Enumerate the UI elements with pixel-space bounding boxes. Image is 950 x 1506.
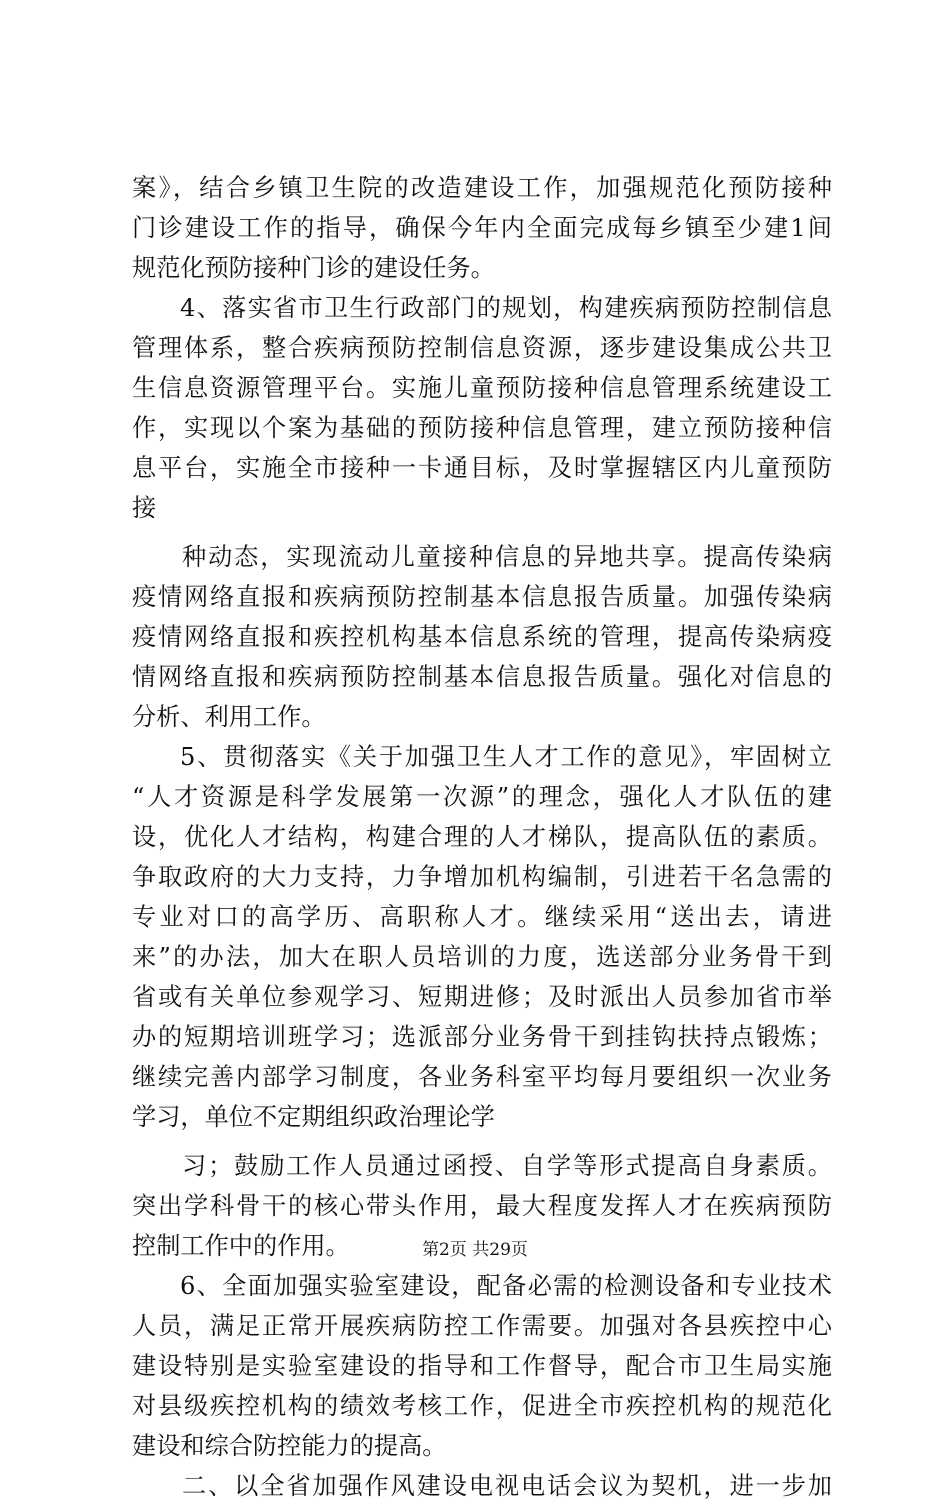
text-line: 案》，结合乡镇卫生院的改造建设工作，加强规范化预防接种 xyxy=(132,174,832,202)
text-line: 门诊建设工作的指导，确保今年内全面完成每乡镇至少建1间 xyxy=(132,214,832,242)
text-line: 建设和综合防控能力的提高。 xyxy=(132,1432,447,1460)
text-line: 专业对口的高学历、高职称人才。继续采用“送出去，请进 xyxy=(132,903,832,931)
text-line: 来”的办法，加大在职人员培训的力度，选送部分业务骨干到 xyxy=(132,943,832,971)
text-line: 规范化预防接种门诊的建设任务。 xyxy=(132,254,495,282)
text-line: 疫情网络直报和疾病预防控制基本信息报告质量。加强传染病 xyxy=(132,583,832,611)
text-line: 分析、利用工作。 xyxy=(132,703,326,731)
text-line: 控制工作中的作用。 xyxy=(132,1232,350,1260)
text-line: 情网络直报和疾病预防控制基本信息报告质量。强化对信息的 xyxy=(132,663,832,691)
text-line: 省或有关单位参观学习、短期进修；及时派出人员参加省市举 xyxy=(132,983,832,1011)
paragraph-6-start: 6、全面加强实验室建设，配备必需的检测设备和专业技术 xyxy=(180,1272,832,1300)
text-line: 突出学科骨干的核心带头作用，最大程度发挥人才在疾病预防 xyxy=(132,1192,832,1220)
section-heading-line: 二、以全省加强作风建设电视电话会议为契机，进一步加 xyxy=(182,1472,832,1500)
text-line: 设，优化人才结构，构建合理的人才梯队，提高队伍的素质。 xyxy=(132,823,832,851)
text-line: 接 xyxy=(132,494,157,522)
text-line: 疫情网络直报和疾控机构基本信息系统的管理，提高传染病疫 xyxy=(132,623,832,651)
text-line: 建设特别是实验室建设的指导和工作督导，配合市卫生局实施 xyxy=(132,1352,832,1380)
text-line: 种动态，实现流动儿童接种信息的异地共享。提高传染病 xyxy=(182,543,832,571)
text-line: 生信息资源管理平台。实施儿童预防接种信息管理系统建设工 xyxy=(132,374,832,402)
text-line: 息平台，实施全市接种一卡通目标，及时掌握辖区内儿童预防 xyxy=(132,454,832,482)
text-line: 学习，单位不定期组织政治理论学 xyxy=(132,1103,495,1131)
text-line: 作，实现以个案为基础的预防接种信息管理，建立预防接种信 xyxy=(132,414,832,442)
text-line: 对县级疾控机构的绩效考核工作，促进全市疾控机构的规范化 xyxy=(132,1392,832,1420)
text-line: 管理体系，整合疾病预防控制信息资源，逐步建设集成公共卫 xyxy=(132,334,832,362)
paragraph-4-start: 4、落实省市卫生行政部门的规划，构建疾病预防控制信息 xyxy=(180,294,832,322)
text-line: 争取政府的大力支持，力争增加机构编制，引进若干名急需的 xyxy=(132,863,832,891)
text-line: 习；鼓励工作人员通过函授、自学等形式提高自身素质。 xyxy=(182,1152,832,1180)
text-line: 办的短期培训班学习；选派部分业务骨干到挂钩扶持点锻炼； xyxy=(132,1023,832,1051)
page-number-footer: 第2页 共29页 xyxy=(422,1240,528,1260)
document-body xyxy=(132,168,832,1506)
text-line: 人员，满足正常开展疾病防控工作需要。加强对各县疾控中心 xyxy=(132,1312,832,1340)
paragraph-5-start: 5、贯彻落实《关于加强卫生人才工作的意见》，牢固树立 xyxy=(180,743,832,771)
text-line: 继续完善内部学习制度，各业务科室平均每月要组织一次业务 xyxy=(132,1063,832,1091)
text-line: “人才资源是科学发展第一次源”的理念，强化人才队伍的建 xyxy=(132,783,832,811)
